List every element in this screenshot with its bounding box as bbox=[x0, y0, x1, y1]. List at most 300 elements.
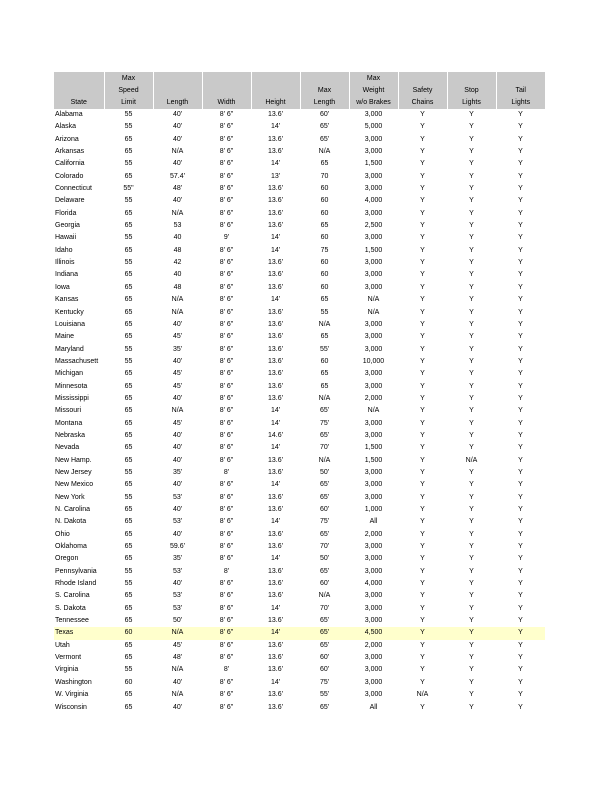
column-header-line: Length bbox=[166, 99, 189, 106]
cell-stop: Y bbox=[469, 320, 474, 328]
cell-speed: 65 bbox=[124, 172, 133, 180]
table-row bbox=[54, 269, 545, 281]
cell-length: 53' bbox=[172, 604, 183, 612]
cell-stop: Y bbox=[469, 506, 474, 513]
cell-speed: 65 bbox=[124, 691, 133, 699]
cell-max-length: 60 bbox=[320, 197, 329, 205]
cell-length: 40' bbox=[172, 357, 183, 365]
cell-max-weight: 1,500 bbox=[364, 456, 383, 464]
cell-max-weight: 3,000 bbox=[364, 283, 383, 291]
cell-max-weight: 2,500 bbox=[364, 222, 383, 230]
cell-stop: Y bbox=[469, 518, 474, 526]
cell-safety: Y bbox=[420, 123, 425, 131]
cell-max-weight: 2,000 bbox=[364, 394, 383, 402]
cell-speed: 65 bbox=[124, 382, 133, 390]
cell-tail: Y bbox=[518, 506, 523, 513]
cell-length: 35' bbox=[172, 345, 183, 353]
cell-width: 8' 6" bbox=[219, 703, 234, 711]
cell-length: N/A bbox=[171, 148, 184, 156]
cell-length: 40' bbox=[172, 111, 183, 118]
cell-speed: 65 bbox=[124, 135, 133, 143]
cell-max-weight: 3,000 bbox=[364, 493, 383, 501]
cell-tail: Y bbox=[518, 234, 523, 242]
cell-length: 45' bbox=[172, 419, 183, 427]
cell-height: 13.6' bbox=[268, 357, 283, 365]
cell-max-weight: 3,000 bbox=[364, 543, 383, 551]
table-row bbox=[54, 405, 545, 417]
table-row bbox=[54, 430, 545, 442]
cell-state: S. Carolina bbox=[55, 592, 90, 600]
cell-max-length: 65' bbox=[319, 567, 330, 575]
cell-max-weight: N/A bbox=[367, 308, 380, 316]
cell-tail: Y bbox=[518, 431, 523, 439]
table-row bbox=[54, 615, 545, 627]
cell-length: N/A bbox=[171, 691, 184, 699]
cell-tail: Y bbox=[518, 370, 523, 378]
cell-state: Connecticut bbox=[55, 185, 92, 193]
cell-length: 48 bbox=[173, 246, 182, 254]
cell-width: 8' 6" bbox=[219, 543, 234, 551]
column-header-line: Safety bbox=[412, 87, 433, 94]
cell-width: 8' 6" bbox=[219, 407, 234, 415]
cell-stop: Y bbox=[469, 530, 474, 538]
cell-state: Mississippi bbox=[55, 394, 89, 402]
cell-length: 40' bbox=[172, 431, 183, 439]
cell-width: 8' 6" bbox=[219, 654, 234, 662]
table-row bbox=[54, 553, 545, 565]
cell-stop: Y bbox=[469, 135, 474, 143]
cell-safety: Y bbox=[420, 222, 425, 230]
cell-speed: 55 bbox=[124, 468, 133, 476]
cell-length: 45' bbox=[172, 382, 183, 390]
cell-height: 14' bbox=[270, 296, 281, 304]
column-header-max-weight bbox=[349, 72, 398, 109]
cell-height: 13.6' bbox=[268, 691, 283, 699]
table-row bbox=[54, 492, 545, 504]
cell-safety: Y bbox=[420, 431, 425, 439]
cell-safety: Y bbox=[420, 308, 425, 316]
cell-tail: Y bbox=[518, 555, 523, 563]
cell-speed: 65 bbox=[124, 271, 133, 279]
cell-stop: Y bbox=[469, 382, 474, 390]
cell-stop: Y bbox=[469, 493, 474, 501]
cell-max-weight: 3,000 bbox=[364, 567, 383, 575]
cell-stop: Y bbox=[469, 123, 474, 131]
cell-stop: Y bbox=[469, 111, 474, 118]
cell-max-length: 70 bbox=[320, 172, 329, 180]
cell-tail: Y bbox=[518, 357, 523, 365]
cell-speed: 65 bbox=[124, 481, 133, 489]
cell-safety: Y bbox=[420, 370, 425, 378]
cell-state: Pennsylvania bbox=[55, 567, 97, 575]
cell-state: Rhode Island bbox=[55, 580, 97, 588]
cell-length: 40' bbox=[172, 160, 183, 168]
cell-length: N/A bbox=[171, 296, 184, 304]
column-header-line: Lights bbox=[462, 99, 481, 106]
cell-max-length: 55' bbox=[319, 345, 330, 353]
column-header-line: Weight bbox=[362, 87, 385, 94]
cell-max-weight: 3,000 bbox=[364, 592, 383, 600]
column-header-line: Speed bbox=[118, 87, 139, 94]
cell-stop: Y bbox=[469, 148, 474, 156]
cell-length: 53' bbox=[172, 518, 183, 526]
table-row bbox=[54, 702, 545, 714]
cell-max-length: 60 bbox=[320, 357, 329, 365]
cell-height: 13.6' bbox=[268, 111, 283, 118]
cell-safety: Y bbox=[420, 481, 425, 489]
cell-stop: Y bbox=[469, 543, 474, 551]
cell-speed: 65 bbox=[124, 394, 133, 402]
cell-safety: Y bbox=[420, 444, 425, 452]
cell-max-length: 65' bbox=[319, 617, 330, 625]
cell-max-length: N/A bbox=[318, 394, 331, 402]
cell-width: 8' 6" bbox=[219, 185, 234, 193]
column-header-max-length bbox=[300, 72, 349, 109]
cell-speed: 65 bbox=[124, 592, 133, 600]
column-header-line: Max bbox=[317, 87, 332, 94]
cell-height: 13.6' bbox=[268, 592, 283, 600]
table-row bbox=[54, 541, 545, 553]
cell-max-length: 50' bbox=[319, 468, 330, 476]
cell-state: N. Dakota bbox=[55, 518, 87, 526]
column-header-line: Tail bbox=[515, 87, 526, 94]
cell-height: 13' bbox=[270, 172, 281, 180]
cell-width: 8' 6" bbox=[219, 444, 234, 452]
cell-max-length: 65' bbox=[319, 703, 330, 711]
cell-speed: 65 bbox=[124, 407, 133, 415]
cell-max-length: 60' bbox=[319, 111, 330, 118]
cell-height: 13.6' bbox=[268, 148, 283, 156]
cell-tail: Y bbox=[518, 271, 523, 279]
cell-max-weight: 4,500 bbox=[349, 627, 398, 639]
cell-max-weight: 3,000 bbox=[364, 481, 383, 489]
cell-state: Missouri bbox=[55, 407, 82, 415]
cell-max-length: 65 bbox=[320, 382, 329, 390]
cell-safety: Y bbox=[420, 394, 425, 402]
cell-state: Louisiana bbox=[55, 320, 85, 328]
cell-tail: Y bbox=[518, 468, 523, 476]
cell-safety: Y bbox=[420, 567, 425, 575]
cell-tail: Y bbox=[518, 592, 523, 600]
column-header-line: Limit bbox=[121, 99, 136, 106]
cell-speed: 65 bbox=[124, 222, 133, 230]
cell-stop: Y bbox=[469, 617, 474, 625]
cell-width: 8' 6" bbox=[219, 530, 234, 538]
cell-height: 13.6' bbox=[268, 259, 283, 267]
table-row bbox=[54, 331, 545, 343]
cell-speed: 65 bbox=[124, 444, 133, 452]
cell-state: Illinois bbox=[55, 259, 75, 267]
cell-stop: Y bbox=[469, 296, 474, 304]
cell-stop: Y bbox=[469, 567, 474, 575]
cell-length: 45' bbox=[172, 641, 183, 649]
column-header-length bbox=[153, 72, 202, 109]
cell-height: 13.6' bbox=[268, 580, 283, 588]
cell-tail: Y bbox=[518, 296, 523, 304]
cell-max-weight: N/A bbox=[367, 407, 380, 415]
cell-stop: Y bbox=[469, 468, 474, 476]
cell-height: 13.6' bbox=[268, 703, 283, 711]
cell-length: 45' bbox=[172, 370, 183, 378]
cell-stop: Y bbox=[469, 160, 474, 168]
cell-speed: 55 bbox=[124, 197, 133, 205]
cell-height: 14' bbox=[270, 444, 281, 452]
cell-state: Utah bbox=[55, 641, 70, 649]
cell-tail: Y bbox=[518, 148, 523, 156]
cell-speed: 60 bbox=[104, 627, 153, 639]
cell-max-length: 60 bbox=[320, 283, 329, 291]
cell-safety: Y bbox=[420, 148, 425, 156]
cell-length: 40' bbox=[172, 444, 183, 452]
cell-speed: 55 bbox=[124, 345, 133, 353]
cell-max-weight: 2,000 bbox=[364, 641, 383, 649]
cell-stop: Y bbox=[469, 555, 474, 563]
cell-tail: Y bbox=[518, 283, 523, 291]
cell-length: 40' bbox=[172, 135, 183, 143]
cell-height: 13.6' bbox=[268, 135, 283, 143]
cell-max-weight: 3,000 bbox=[364, 259, 383, 267]
cell-state: Virginia bbox=[55, 666, 79, 674]
cell-stop: Y bbox=[469, 654, 474, 662]
cell-stop: Y bbox=[469, 481, 474, 489]
cell-speed: 55 bbox=[124, 111, 133, 118]
cell-max-weight: 3,000 bbox=[364, 234, 383, 242]
cell-length: 48' bbox=[172, 185, 183, 193]
cell-width: 8' 6" bbox=[219, 135, 234, 143]
cell-tail: Y bbox=[518, 691, 523, 699]
cell-stop: N/A bbox=[465, 456, 478, 464]
cell-tail: Y bbox=[518, 308, 523, 316]
table-row bbox=[54, 381, 545, 393]
cell-tail: Y bbox=[518, 320, 523, 328]
cell-height: 14' bbox=[270, 246, 281, 254]
cell-tail: Y bbox=[518, 666, 523, 674]
cell-safety: Y bbox=[420, 209, 425, 217]
cell-height: 14' bbox=[270, 555, 281, 563]
cell-width: 8' 6" bbox=[219, 456, 234, 464]
cell-tail: Y bbox=[518, 678, 523, 686]
cell-length: 40' bbox=[172, 197, 183, 205]
cell-width: 8' 6" bbox=[219, 604, 234, 612]
cell-length: 40' bbox=[172, 506, 183, 513]
cell-height: 13.6' bbox=[268, 493, 283, 501]
cell-height: 14' bbox=[270, 419, 281, 427]
cell-safety: Y bbox=[420, 333, 425, 341]
cell-max-weight: 3,000 bbox=[364, 604, 383, 612]
cell-stop: Y bbox=[469, 592, 474, 600]
cell-speed: 65 bbox=[124, 555, 133, 563]
cell-stop: Y bbox=[469, 431, 474, 439]
cell-safety: Y bbox=[420, 271, 425, 279]
cell-length: 53' bbox=[172, 493, 183, 501]
cell-max-weight: 3,000 bbox=[364, 172, 383, 180]
cell-speed: 65 bbox=[124, 333, 133, 341]
cell-speed: 65 bbox=[124, 506, 133, 513]
cell-tail: Y bbox=[518, 604, 523, 612]
cell-stop: Y bbox=[469, 185, 474, 193]
cell-length: 40' bbox=[172, 580, 183, 588]
cell-height: 13.6' bbox=[268, 468, 283, 476]
cell-state: Texas bbox=[54, 627, 104, 639]
cell-stop: Y bbox=[469, 370, 474, 378]
cell-width: 8' 6" bbox=[219, 493, 234, 501]
cell-safety: Y bbox=[420, 197, 425, 205]
cell-state: Kansas bbox=[55, 296, 79, 304]
cell-stop: Y bbox=[469, 357, 474, 365]
cell-tail: Y bbox=[518, 197, 523, 205]
cell-stop: Y bbox=[469, 580, 474, 588]
table-row bbox=[54, 146, 545, 158]
cell-height: 13.6' bbox=[268, 308, 283, 316]
cell-length: 40' bbox=[172, 703, 183, 711]
cell-height: 13.6' bbox=[268, 543, 283, 551]
cell-tail: Y bbox=[518, 394, 523, 402]
cell-max-length: 60 bbox=[320, 234, 329, 242]
cell-state: Ohio bbox=[55, 530, 70, 538]
cell-stop: Y bbox=[469, 259, 474, 267]
cell-max-length: 65' bbox=[319, 530, 330, 538]
cell-height: 13.6' bbox=[268, 283, 283, 291]
cell-length: 45' bbox=[172, 333, 183, 341]
table-row bbox=[54, 529, 545, 541]
column-header-line: State bbox=[70, 99, 87, 106]
cell-length: 35' bbox=[172, 468, 183, 476]
header-row bbox=[54, 72, 545, 109]
cell-max-length: 65 bbox=[320, 296, 329, 304]
cell-width: 8' 6" bbox=[219, 431, 234, 439]
table-row bbox=[54, 134, 545, 146]
cell-height: 13.6' bbox=[268, 222, 283, 230]
cell-stop: Y bbox=[469, 641, 474, 649]
cell-width: 8' 6" bbox=[219, 320, 234, 328]
cell-max-weight: 3,000 bbox=[364, 468, 383, 476]
table-row bbox=[54, 294, 545, 306]
cell-max-weight: 3,000 bbox=[364, 209, 383, 217]
cell-max-length: 75' bbox=[319, 419, 330, 427]
cell-safety: Y bbox=[420, 592, 425, 600]
cell-width: 8' 6" bbox=[219, 271, 234, 279]
cell-stop: Y bbox=[469, 345, 474, 353]
cell-state: Iowa bbox=[55, 283, 70, 291]
cell-state: Kentucky bbox=[55, 308, 84, 316]
table-row bbox=[54, 208, 545, 220]
cell-safety: Y bbox=[420, 345, 425, 353]
cell-state: S. Dakota bbox=[55, 604, 86, 612]
cell-length: 50' bbox=[172, 617, 183, 625]
cell-speed: 65 bbox=[124, 543, 133, 551]
cell-length: 40 bbox=[173, 271, 182, 279]
cell-max-weight: 2,000 bbox=[364, 530, 383, 538]
cell-tail: Y bbox=[518, 407, 523, 415]
cell-height: 14' bbox=[270, 123, 281, 131]
table-row bbox=[54, 257, 545, 269]
cell-length: 40 bbox=[173, 234, 182, 242]
cell-tail: Y bbox=[518, 123, 523, 131]
cell-width: 8' 6" bbox=[219, 259, 234, 267]
cell-height: 13.6' bbox=[268, 567, 283, 575]
cell-width: 8' 6" bbox=[219, 617, 234, 625]
column-header-line: Stop bbox=[464, 87, 479, 94]
cell-safety: Y bbox=[420, 468, 425, 476]
cell-state: Michigan bbox=[55, 370, 84, 378]
cell-width: 8' 6" bbox=[219, 580, 234, 588]
table-row bbox=[54, 368, 545, 380]
cell-safety: Y bbox=[420, 382, 425, 390]
cell-length: 59.6' bbox=[170, 543, 185, 551]
cell-max-weight: 3,000 bbox=[364, 382, 383, 390]
cell-max-length: 60' bbox=[319, 654, 330, 662]
column-header-line: Max bbox=[121, 75, 136, 82]
cell-state: Montana bbox=[55, 419, 83, 427]
cell-height: 13.6' bbox=[268, 271, 283, 279]
cell-stop: Y bbox=[469, 604, 474, 612]
cell-tail: Y bbox=[518, 641, 523, 649]
cell-max-weight: 3,000 bbox=[364, 691, 383, 699]
cell-height: 13.6' bbox=[268, 456, 283, 464]
cell-speed: 55 bbox=[124, 234, 133, 242]
cell-max-length: N/A bbox=[318, 148, 331, 156]
cell-safety: Y bbox=[420, 604, 425, 612]
cell-height: 13.6' bbox=[268, 185, 283, 193]
cell-state: Idaho bbox=[55, 246, 73, 254]
cell-speed: 60 bbox=[124, 678, 133, 686]
cell-state: Minnesota bbox=[55, 382, 88, 390]
cell-height: 13.6' bbox=[268, 617, 283, 625]
cell-max-length: 75' bbox=[319, 518, 330, 526]
cell-safety: N/A bbox=[416, 691, 429, 699]
cell-max-length: 55' bbox=[319, 691, 330, 699]
table-row bbox=[54, 590, 545, 602]
cell-safety: Y bbox=[420, 160, 425, 168]
cell-safety: Y bbox=[420, 641, 425, 649]
cell-speed: 55" bbox=[123, 185, 134, 193]
cell-max-weight: 3,000 bbox=[364, 654, 383, 662]
cell-max-weight: 3,000 bbox=[364, 148, 383, 156]
cell-stop: Y bbox=[469, 172, 474, 180]
cell-tail: Y bbox=[496, 627, 545, 639]
table-row bbox=[54, 516, 545, 528]
cell-speed: 55 bbox=[124, 580, 133, 588]
column-header-line: Lights bbox=[511, 99, 531, 106]
cell-max-length: 65' bbox=[319, 135, 330, 143]
table-row bbox=[54, 319, 545, 331]
table-row-highlighted bbox=[54, 627, 545, 639]
cell-width: 8' 6" bbox=[219, 209, 234, 217]
cell-width: 8' 6" bbox=[219, 357, 234, 365]
cell-width: 8' 6" bbox=[219, 394, 234, 402]
cell-speed: 65 bbox=[124, 703, 133, 711]
cell-max-length: N/A bbox=[318, 592, 331, 600]
cell-height: 13.6' bbox=[268, 320, 283, 328]
cell-height: 13.6' bbox=[268, 506, 283, 513]
table-row bbox=[54, 344, 545, 356]
cell-max-length: N/A bbox=[318, 456, 331, 464]
cell-length: 40' bbox=[172, 320, 183, 328]
table-body bbox=[54, 109, 545, 714]
cell-width: 8' 6" bbox=[219, 506, 234, 513]
cell-stop: Y bbox=[469, 666, 474, 674]
cell-max-weight: 5,000 bbox=[364, 123, 383, 131]
cell-state: New York bbox=[55, 493, 85, 501]
cell-tail: Y bbox=[518, 185, 523, 193]
cell-tail: Y bbox=[518, 530, 523, 538]
cell-width: 9' bbox=[223, 234, 230, 242]
cell-width: 8' 6" bbox=[219, 678, 234, 686]
table-row bbox=[54, 640, 545, 652]
cell-speed: 65 bbox=[124, 283, 133, 291]
cell-speed: 65 bbox=[124, 148, 133, 156]
cell-height: 14' bbox=[270, 160, 281, 168]
